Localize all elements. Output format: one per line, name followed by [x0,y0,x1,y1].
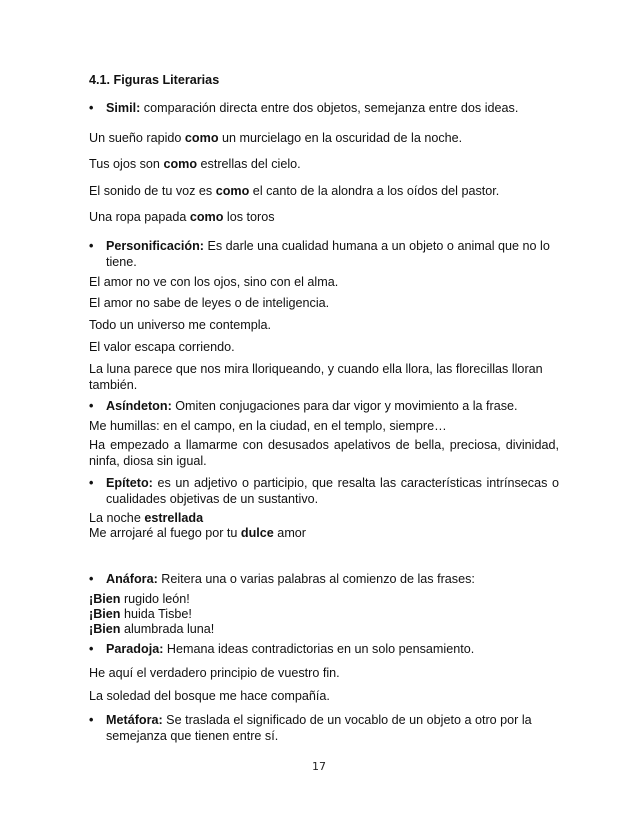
example-line: Me humillas: en el campo, en la ciudad, en el templo, siempre… [89,419,447,433]
term-simil: Simil: [106,101,141,115]
example-line: La noche estrellada [89,511,204,525]
bullet-simil [89,100,559,116]
keyword: ¡Bien [89,592,121,606]
term-personificacion: Personificación: [106,239,204,253]
bullet-asindeton [89,398,559,414]
bullet-epiteto [89,475,559,507]
example-line: El amor no sabe de leyes o de inteligencia. [89,296,330,310]
example-line: Tus ojos son como estrellas del cielo. [89,157,301,171]
bullet-icon: • [89,476,94,490]
example-line: El sonido de tu voz es como el canto de la alondra a los oídos del pastor. [89,184,500,198]
keyword: ¡Bien [89,622,121,636]
bullet-personificacion [89,238,559,270]
definition-asindeton: Omiten conjugaciones para dar vigor y movimiento a la frase. [171,399,518,413]
keyword: como [189,210,224,224]
example-line: El amor no ve con los ojos, sino con el alma. [89,275,339,289]
bullet-anafora [89,571,559,587]
example-line: Me arrojaré al fuego por tu dulce amor [89,526,307,540]
example-line: ¡Bien rugido león! [89,592,190,606]
example-line: El valor escapa corriendo. [89,340,235,354]
keyword: ¡Bien [89,607,121,621]
term-anafora: Anáfora: [106,572,158,586]
keyword: estrellada [144,511,204,525]
example-line: La luna parece que nos mira lloriqueando, y cuando ella llora, las florecillas lloran también. [89,362,543,392]
example-line: ¡Bien huida Tisbe! [89,607,192,621]
keyword: como [215,184,250,198]
term-metafora: Metáfora: [106,713,163,727]
term-asindeton: Asíndeton: [106,399,172,413]
bullet-icon: • [89,713,94,727]
example-line: La soledad del bosque me hace compañía. [89,689,330,703]
example-line: Todo un universo me contempla. [89,318,272,332]
bullet-icon: • [89,572,94,586]
bullet-icon: • [89,101,94,115]
definition-metafora: Se traslada el significado de un vocablo de un objeto a otro por la semejanza que tienen entre sí. [106,713,532,743]
term-paradoja: Paradoja: [106,642,164,656]
bullet-icon: • [89,399,94,413]
definition-anafora: Reitera una o varias palabras al comienzo de las frases: [157,572,475,586]
definition-epiteto: es un adjetivo o participio, que resalta las características intrínsecas o cualidades objetivas de un sustantivo. [106,476,559,506]
keyword: como [184,131,219,145]
example-line: Una ropa papada como los toros [89,210,275,224]
example-line: He aquí el verdadero principio de vuestro fin. [89,666,340,680]
section-title: 4.1. Figuras Literarias [89,73,220,87]
term-epiteto: Epíteto: [106,476,153,490]
bullet-metafora [89,712,559,744]
example-line: Un sueño rapido como un murcielago en la oscuridad de la noche. [89,131,463,145]
keyword: dulce [240,526,274,540]
bullet-icon: • [89,239,94,253]
bullet-icon: • [89,642,94,656]
example-line: Ha empezado a llamarme con desusados apelativos de bella, preciosa, divinidad, ninfa, diosa sin igual. [89,438,559,468]
definition-paradoja: Hemana ideas contradictorias en un solo pensamiento. [163,642,475,656]
example-line: ¡Bien alumbrada luna! [89,622,215,636]
keyword: como [163,157,198,171]
page-number: 17 [312,760,326,773]
bullet-paradoja [89,641,559,657]
definition-simil: comparación directa entre dos objetos, semejanza entre dos ideas. [140,101,519,115]
definition-personificacion: Es darle una cualidad humana a un objeto o animal que no lo tiene. [106,239,550,269]
